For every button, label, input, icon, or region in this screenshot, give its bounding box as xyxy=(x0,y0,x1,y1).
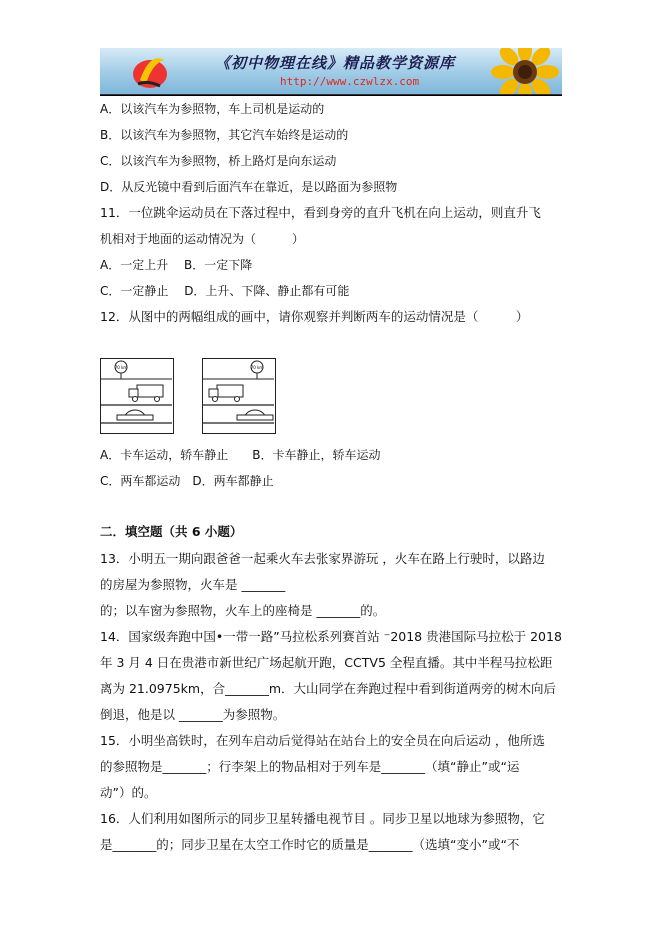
truck-car-scene-right xyxy=(203,359,274,432)
sunflower-icon xyxy=(480,48,562,95)
banner-url: http://www.czwlzx.com xyxy=(280,75,420,88)
q11-options-ab: A．一定上升 B．一定下降 xyxy=(100,258,253,272)
q13-line3: 的；以车窗为参照物，火车上的座椅是 _______的。 xyxy=(100,603,386,618)
speed-sign-text-left: 70 km xyxy=(114,365,128,370)
figure-panel-right xyxy=(202,358,276,434)
q16-line2: 是_______的；同步卫星在太空工作时它的质量是_______（选填“变小”或“不 xyxy=(100,837,520,852)
q14-line1: 14．国家级奔跑中国•一带一路”马拉松系列赛首站 ⁻2018 贵港国际马拉松于 2018 xyxy=(100,629,562,644)
q11-options-cd: C．一定静止 D．上升、下降、静止都有可能 xyxy=(100,284,350,298)
q10-option-b: B．以该汽车为参照物，其它汽车始终是运动的 xyxy=(100,128,349,142)
q12-options-cd: C．两车都运动 D．两车都静止 xyxy=(100,474,274,488)
q14-line4: 倒退，他是以 _______为参照物。 xyxy=(100,707,286,722)
q14-line3: 离为 21.0975km，合_______m．大山同学在奔跑过程中看到街道两旁的树木向后 xyxy=(100,681,557,696)
q12-options-ab: A．卡车运动，轿车静止 B．卡车静止，轿车运动 xyxy=(100,448,381,462)
q15-line2: 的参照物是_______；行李架上的物品相对于列车是_______（填“静止”或“运 xyxy=(100,759,520,774)
q15-line3: 动”）的。 xyxy=(100,785,157,800)
q13-line2: 的房屋为参照物，火车是 _______ xyxy=(100,577,286,592)
q12-stem: 12．从图中的两幅组成的画中，请你观察并判断两车的运动情况是（ ） xyxy=(100,309,529,324)
logo-icon xyxy=(130,50,170,92)
header-banner xyxy=(100,48,562,95)
q11-stem-line2: 机相对于地面的运动情况为（ ） xyxy=(100,232,305,246)
header-rule xyxy=(100,95,562,96)
q10-option-d: D．从反光镜中看到后面汽车在靠近，是以路面为参照物 xyxy=(100,180,398,194)
q15-line1: 15．小明坐高铁时，在列车启动后觉得站在站台上的安全员在向后运动 ，他所选 xyxy=(100,733,545,748)
section-heading: 二．填空题（共 6 小题） xyxy=(100,524,243,539)
q11-stem-line1: 11．一位跳伞运动员在下落过程中，看到身旁的直升飞机在向上运动，则直升飞 xyxy=(100,205,541,220)
figure-panel-left xyxy=(100,358,174,434)
q13-line1: 13．小明五一期向跟爸爸一起乘火车去张家界游玩 ，火车在路上行驶时，以路边 xyxy=(100,551,545,566)
speed-sign-text-right: 70 km xyxy=(250,365,264,370)
truck-car-scene-left xyxy=(101,359,172,432)
q10-option-a: A．以该汽车为参照物，车上司机是运动的 xyxy=(100,102,325,116)
q14-line2: 年 3 月 4 日在贵港市新世纪广场起航开跑，CCTV5 全程直播。其中半程马拉松距 xyxy=(100,655,553,670)
banner-title: 《初中物理在线》精品教学资源库 xyxy=(215,54,456,72)
q16-line1: 16．人们利用如图所示的同步卫星转播电视节目 。同步卫星以地球为参照物，它 xyxy=(100,811,545,826)
q10-option-c: C．以该汽车为参照物，桥上路灯是向东运动 xyxy=(100,154,337,168)
